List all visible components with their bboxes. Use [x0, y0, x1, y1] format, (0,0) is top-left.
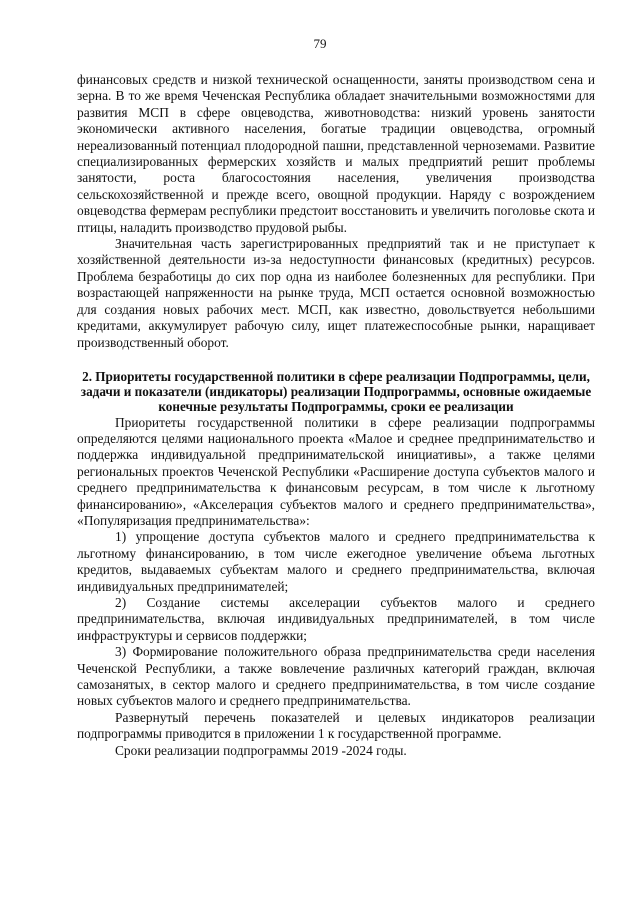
list-item-2: 2) Создание системы акселерации субъектов малого и среднего предпринимательства, включая индивидуальных предпринимателей, в том числе инфраструктуры и сервисов поддержки; — [77, 594, 595, 643]
list-item-3: 3) Формирование положительного образа предпринимательства среди населения Чеченской Республики, а также вовлечение различных категорий граждан, включая самозанятых, в сектор малого и среднего предпринимательства, в том числе создание новых субъектов малого и среднего предпринимательства. — [77, 644, 595, 709]
body-text — [77, 72, 595, 759]
section-heading: 2. Приоритеты государственной политики в сфере реализации Подпрограммы, цели, задачи и показатели (индикаторы) реализации Подпрограммы, основные ожидаемые конечные результаты Подпрограммы, сроки ее реализации — [80, 368, 592, 415]
paragraph-priorities: Приоритеты государственной политики в сфере реализации подпрограммы определяются целями национального проекта «Малое и среднее предпринимательство и поддержка индивидуальной предпринимательской инициативы», а также целями региональных проектов Чеченской Республики «Расширение доступа субъектов малого и среднего предпринимательства к финансовым ресурсам, в том числе к льготному финансированию», «Акселерация субъектов малого и среднего предпринимательства», «Популяризация предпринимательства»: — [77, 414, 595, 528]
paragraph-continuation: финансовых средств и низкой технической оснащенности, заняты производством сена и зерна. В то же время Чеченская Республика обладает значительными возможностями для развития МСП в сфере овцеводства, животноводства: низкий уровень занятости экономически активного населения, богатые традиции овцеводства, огромный нереализованный потенциал плодородной пашни, представленной черноземами. Развитие специализированных фермерских хозяйств и малых предприятий решит проблемы занятости, роста благосостояния населения, увеличения производства сельскохозяйственной и прежде всего, овощной продукции. Наряду с возрождением овцеводства фермерам республики предстоит восстановить и увеличить поголовье скота и птицы, наладить производство прудовой рыбы. — [77, 72, 595, 235]
paragraph-indicators: Развернутый перечень показателей и целевых индикаторов реализации подпрограммы приводится в приложении 1 к государственной программе. — [77, 709, 595, 742]
page-number: 79 — [313, 36, 327, 51]
paragraph-financing: Значительная часть зарегистрированных предприятий так и не приступает к хозяйственной деятельности из-за недоступности финансовых (кредитных) ресурсов. Проблема безработицы до сих пор одна из наиболее болезненных для республики. При возрастающей напряженности на рынке труда, МСП остается основной возможностью для создания новых рабочих мест. МСП, как известно, довольствуется небольшими кредитами, аккумулирует рабочую силу, ищет платежеспособные рынки, наращивает производственный оборот. — [77, 236, 595, 350]
paragraph-timeframe: Сроки реализации подпрограммы 2019 -2024 годы. — [115, 742, 407, 758]
list-item-1: 1) упрощение доступа субъектов малого и среднего предпринимательства к льготному финансированию, в том числе ежегодное увеличение объема льготных кредитов, выдаваемых субъектам малого и среднего предпринимательства, включая индивидуальных предпринимателей; — [77, 529, 595, 594]
